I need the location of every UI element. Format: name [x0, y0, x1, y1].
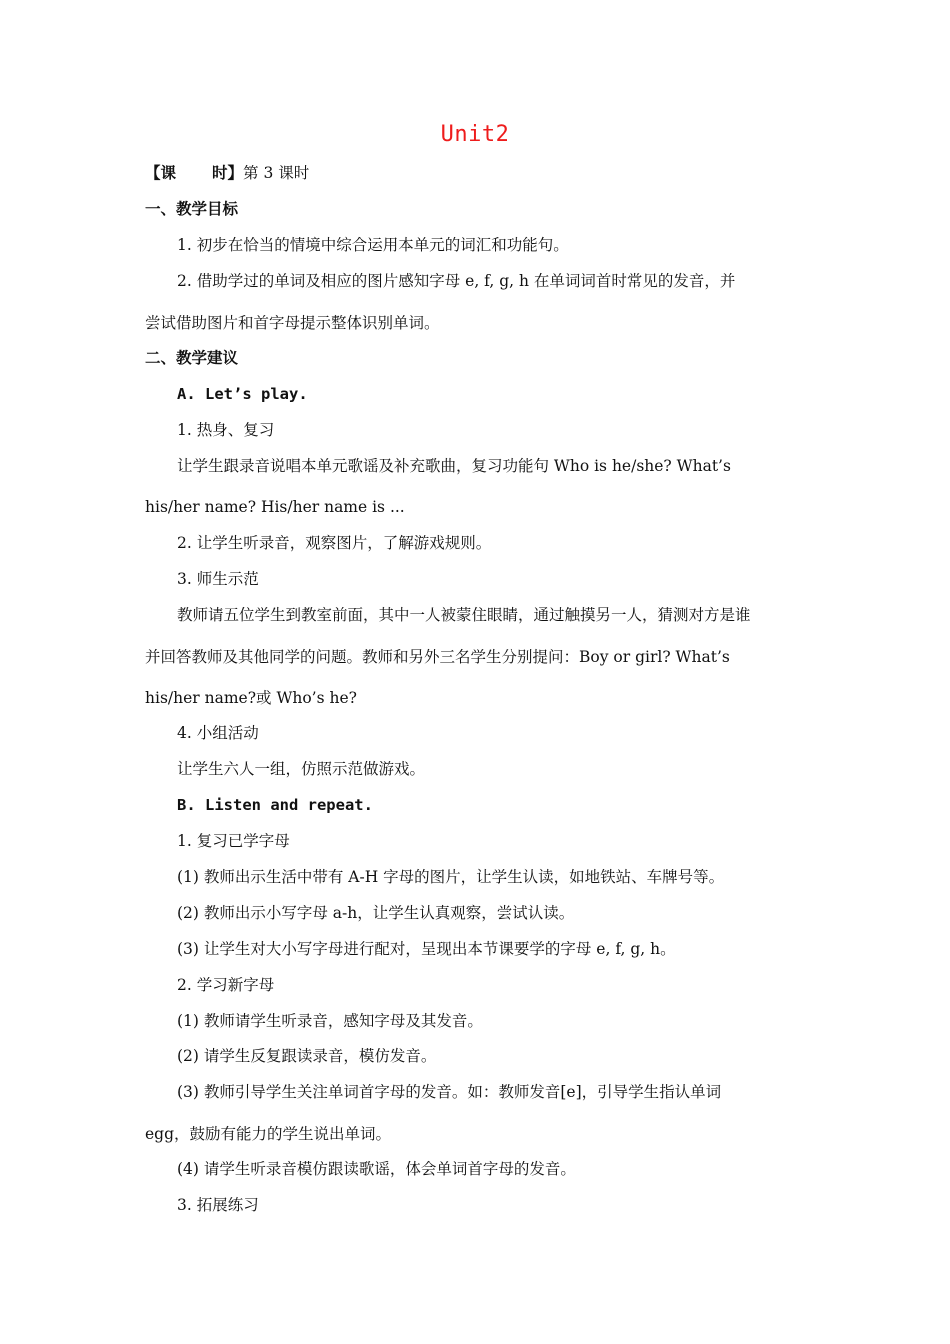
- part-a-step-3-text-b: 并回答教师及其他同学的问题。教师和另外三名学生分别提问：Boy or girl? What’s: [145, 648, 730, 666]
- part-b-step-2-item-4: (4) 请学生听录音模仿跟读歌谣，体会单词首字母的发音。: [177, 1160, 576, 1178]
- part-b-step-2: 2. 学习新字母: [177, 976, 275, 994]
- part-b-step-3: 3. 拓展练习: [177, 1196, 259, 1214]
- section-heading-goals: 一、教学目标: [145, 199, 239, 218]
- part-b-step-2-item-1: (1) 教师请学生听录音，感知字母及其发音。: [177, 1012, 483, 1030]
- part-a-step-3: 3. 师生示范: [177, 570, 259, 588]
- part-b-step-1-item-3: (3) 让学生对大小写字母进行配对，呈现出本节课要学的字母 e, f, g, h。: [177, 940, 676, 958]
- part-a-step-1-text-b: his/her name? His/her name is ...: [145, 498, 405, 516]
- part-b-heading: B. Listen and repeat.: [177, 796, 373, 814]
- lesson-value: 第 3 课时: [243, 164, 310, 182]
- lesson-label-a: 【课: [145, 163, 177, 182]
- part-a-heading: A. Let’s play.: [177, 385, 308, 403]
- part-a-step-3-text-c: his/her name?或 Who’s he?: [145, 689, 357, 707]
- part-a-step-4: 4. 小组活动: [177, 724, 259, 742]
- lesson-label-b: 时】: [212, 163, 244, 182]
- goal-item-2a: 2. 借助学过的单词及相应的图片感知字母 e, f, g, h 在单词词首时常见的发音，并: [177, 272, 736, 290]
- part-a-step-1-text-a: 让学生跟录音说唱本单元歌谣及补充歌曲，复习功能句 Who is he/she? What’s: [177, 457, 731, 475]
- part-b-step-2-item-3a: (3) 教师引导学生关注单词首字母的发音。如：教师发音[e]，引导学生指认单词: [177, 1083, 722, 1101]
- lesson-period-line: [145, 163, 810, 183]
- part-a-step-4-text: 让学生六人一组，仿照示范做游戏。: [177, 760, 426, 778]
- part-b-step-2-item-3b: egg，鼓励有能力的学生说出单词。: [145, 1125, 392, 1143]
- part-a-step-2: 2. 让学生听录音，观察图片，了解游戏规则。: [177, 534, 492, 552]
- part-a-step-1: 1. 热身、复习: [177, 421, 275, 439]
- part-b-step-1: 1. 复习已学字母: [177, 832, 290, 850]
- document-title: Unit2: [440, 122, 510, 147]
- part-b-step-1-item-1: (1) 教师出示生活中带有 A-H 字母的图片，让学生认读，如地铁站、车牌号等。: [177, 868, 725, 886]
- part-a-step-3-text-a: 教师请五位学生到教室前面，其中一人被蒙住眼睛，通过触摸另一人，猜测对方是谁: [177, 606, 751, 624]
- goal-item-1: 1. 初步在恰当的情境中综合运用本单元的词汇和功能句。: [177, 236, 569, 254]
- goal-item-2b: 尝试借助图片和首字母提示整体识别单词。: [145, 314, 440, 332]
- part-b-step-2-item-2: (2) 请学生反复跟读录音，模仿发音。: [177, 1047, 437, 1065]
- part-b-step-1-item-2: (2) 教师出示小写字母 a-h，让学生认真观察，尝试认读。: [177, 904, 575, 922]
- section-heading-suggestions: 二、教学建议: [145, 348, 239, 367]
